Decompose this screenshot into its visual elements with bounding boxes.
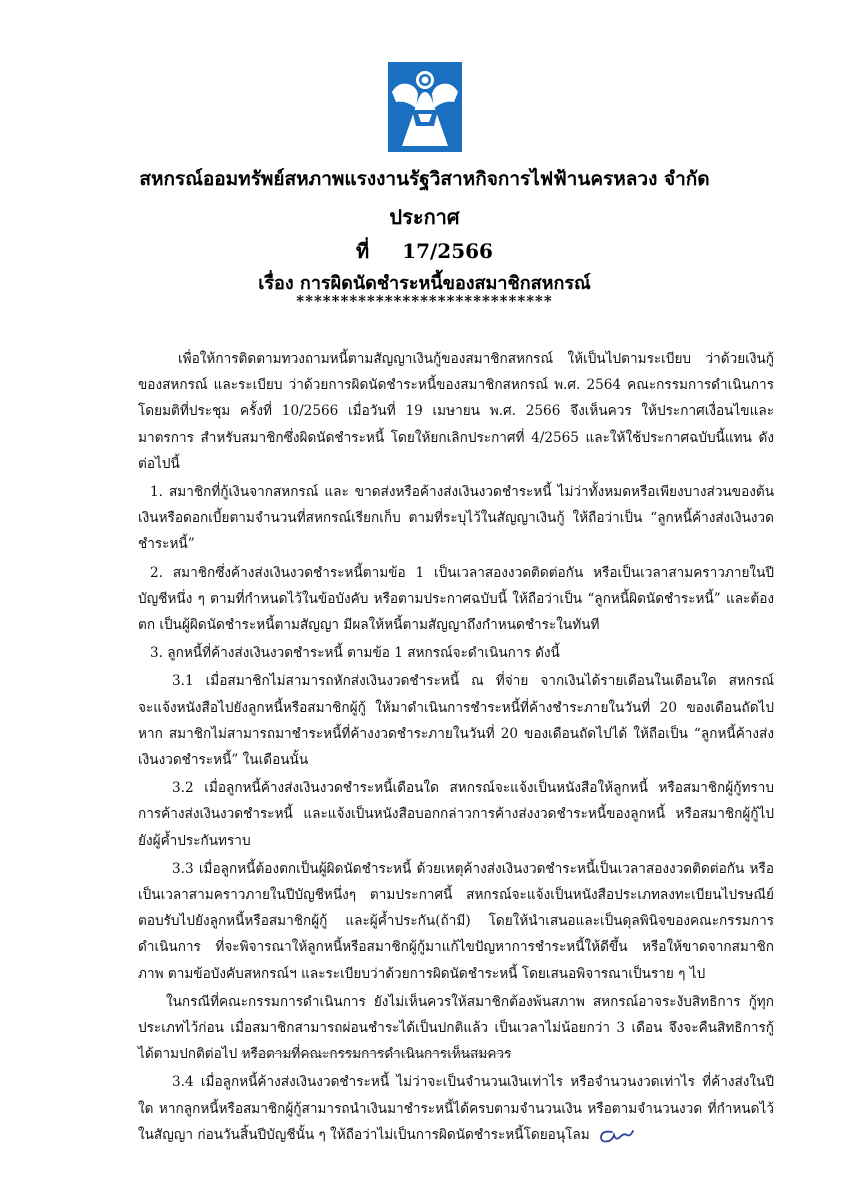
clause-3-1: 3.1 เมื่อสมาชิกไม่สามารถหักส่งเงินงวดชำระหนี้ ณ ที่จ่าย จากเงินได้รายเดือนในเดือนใด สหกรณ์จะแจ้งหนังสือไปยังลูกหนี้หรือสมาชิกผู้กู้ ให้มาดำเนินการชำระหนี้ที่ค้างชำระภายในวันที่ 20 ของเดือนถัดไป หาก สมาชิกไม่สามารถมาชำระหนี้ที่ค้างงวดชำระภายในวันที่ 20 ของเดือนถัดไปได้ ให้ถือเป็น “ลูกหนี้ค้างส่งเงินงวดชำระหนี้” ในเดือนนั้น: [138, 673, 774, 769]
document-type-title: ประกาศ: [389, 205, 460, 229]
clause-3-4: [138, 1069, 774, 1148]
signature-initials-icon: [596, 1124, 636, 1146]
clause-3-4-text: 3.4 เมื่อลูกหนี้ค้างส่งเงินงวดชำระหนี้ ไม่ว่าจะเป็นจำนวนเงินเท่าไร หรือจำนวนงวดเท่าไร ที่ค้างส่งในปีใด หากลูกหนี้หรือสมาชิกผู้กู้สามารถนำเงินมาชำระหนี้ได้ครบตามจำนวนเงิน หรือตามจำนวนงวด ที่กำหนดไว้ในสัญญา ก่อนวันสิ้นปีบัญชีนั้น ๆ ให้ถือว่าไม่เป็นการผิดนัดชำระหนี้โดยอนุโลม: [138, 1074, 774, 1143]
announcement-body: [138, 346, 774, 1150]
clause-1: 1. สมาชิกที่กู้เงินจากสหกรณ์ และ ขาดส่งหรือค้างส่งเงินงวดชำระหนี้ ไม่ว่าทั้งหมดหรือเพียงบางส่วนของต้นเงินหรือดอกเบี้ยตามจำนวนที่สหกรณ์เรียกเก็บ ตามที่ระบุไว้ในสัญญาเงินกู้ ให้ถือว่าเป็น “ลูกหนี้ค้างส่งเงินงวดชำระหนี้”: [138, 484, 774, 553]
clause-3: 3. ลูกหนี้ที่ค้างส่งเงินงวดชำระหนี้ ตามข้อ 1 สหกรณ์จะดำเนินการ ดังนี้: [150, 645, 560, 662]
separator-stars: *****************************: [296, 292, 553, 310]
subject-line: เรื่อง การผิดนัดชำระหนี้ของสมาชิกสหกรณ์: [258, 273, 591, 294]
clause-3-3-note: [138, 989, 774, 1068]
announcement-number: [100, 235, 749, 267]
intro-paragraph: เพื่อให้การติดตามทวงถามหนี้ตามสัญญาเงินกู้ของสมาชิกสหกรณ์ ให้เป็นไปตามระเบียบ ว่าด้วยเงินกู้ของสหกรณ์ และระเบียบ ว่าด้วยการผิดนัดชำระหนี้ของสมาชิกสหกรณ์ พ.ศ. 2564 คณะกรรมการดำเนินการ โดยมติที่ประชุม ครั้งที่ 10/2566 เมื่อวันที่ 19 เมษายน พ.ศ. 2566 จึงเห็นควร ให้ประกาศเงื่อนไขและมาตรการ สำหรับสมาชิกซึ่งผิดนัดชำระหนี้ โดยให้ยกเลิกประกาศที่ 4/2565 และให้ใช้ประกาศฉบับนี้แทน ดังต่อไปนี้: [138, 351, 774, 472]
cooperative-logo-icon: [388, 62, 462, 152]
organization-name: สหกรณ์ออมทรัพย์สหภาพแรงงานรัฐวิสาหกิจการไฟฟ้านครหลวง จำกัด: [139, 168, 710, 190]
clause-3-3-note-text: ในกรณีที่คณะกรรมการดำเนินการ ยังไม่เห็นควรให้สมาชิกต้องพ้นสภาพ สหกรณ์อาจระงับสิทธิการ กู้ทุกประเภทไว้ก่อน เมื่อสมาชิกสามารถผ่อนชำระได้เป็นปกติแล้ว เป็นเวลาไม่น้อยกว่า 3 เดือน จึงจะคืนสิทธิการกู้ได้ตามปกติต่อไป: [138, 993, 774, 1063]
clause-3-2: 3.2 เมื่อลูกหนี้ค้างส่งเงินงวดชำระหนี้เดือนใด สหกรณ์จะแจ้งเป็นหนังสือให้ลูกหนี้ หรือสมาชิกผู้กู้ทราบการค้างส่งเงินงวดชำระหนี้ และแจ้งเป็นหนังสือบอกกล่าวการค้างส่งงวดชำระหนี้ของลูกหนี้ หรือสมาชิกผู้กู้ไปยังผู้ค้ำประกันทราบ: [138, 780, 774, 849]
number-value: 17/2566: [402, 239, 493, 263]
clause-3-3-struck-text: หรือตามที่คณะกรรมการดำเนินการเห็นสมควร: [241, 1046, 512, 1063]
clause-2: 2. สมาชิกซึ่งค้างส่งเงินงวดชำระหนี้ตามข้อ 1 เป็นเวลาสองงวดติดต่อกัน หรือเป็นเวลาสามคราวภายในปีบัญชีหนึ่ง ๆ ตามที่กำหนดไว้ในข้อบังคับ หรือตามประกาศฉบับนี้ ให้ถือว่าเป็น “ลูกหนี้ผิดนัดชำระหนี้” และต้องตก เป็นผู้ผิดนัดชำระหนี้ตามสัญญา มีผลให้หนี้ตามสัญญาถึงกำหนดชำระในทันที: [138, 564, 774, 634]
clause-3-3: 3.3 เมื่อลูกหนี้ต้องตกเป็นผู้ผิดนัดชำระหนี้ ด้วยเหตุค้างส่งเงินงวดชำระหนี้เป็นเวลาสองงวดติดต่อกัน หรือเป็นเวลาสามคราวภายในปีบัญชีหนึ่งๆ ตามประกาศนี้ สหกรณ์จะแจ้งเป็นหนังสือประเภทลงทะเบียนไปรษณีย์ ตอบรับไปยังลูกหนี้หรือสมาชิกผู้กู้ และผู้ค้ำประกัน(ถ้ามี) โดยให้นำเสนอและเป็นดุลพินิจของคณะกรรมการ ดำเนินการ ที่จะพิจารณาให้ลูกหนี้หรือสมาชิกผู้กู้มาแก้ไขปัญหาการชำระหนี้ให้ดีขึ้น หรือให้ขาดจากสมาชิกภาพ ตามข้อบังคับสหกรณ์ฯ และระเบียบว่าด้วยการผิดนัดชำระหนี้ โดยเสนอพิจารณาเป็นราย ๆ ไป: [138, 860, 774, 982]
number-label: ที่: [356, 239, 370, 263]
